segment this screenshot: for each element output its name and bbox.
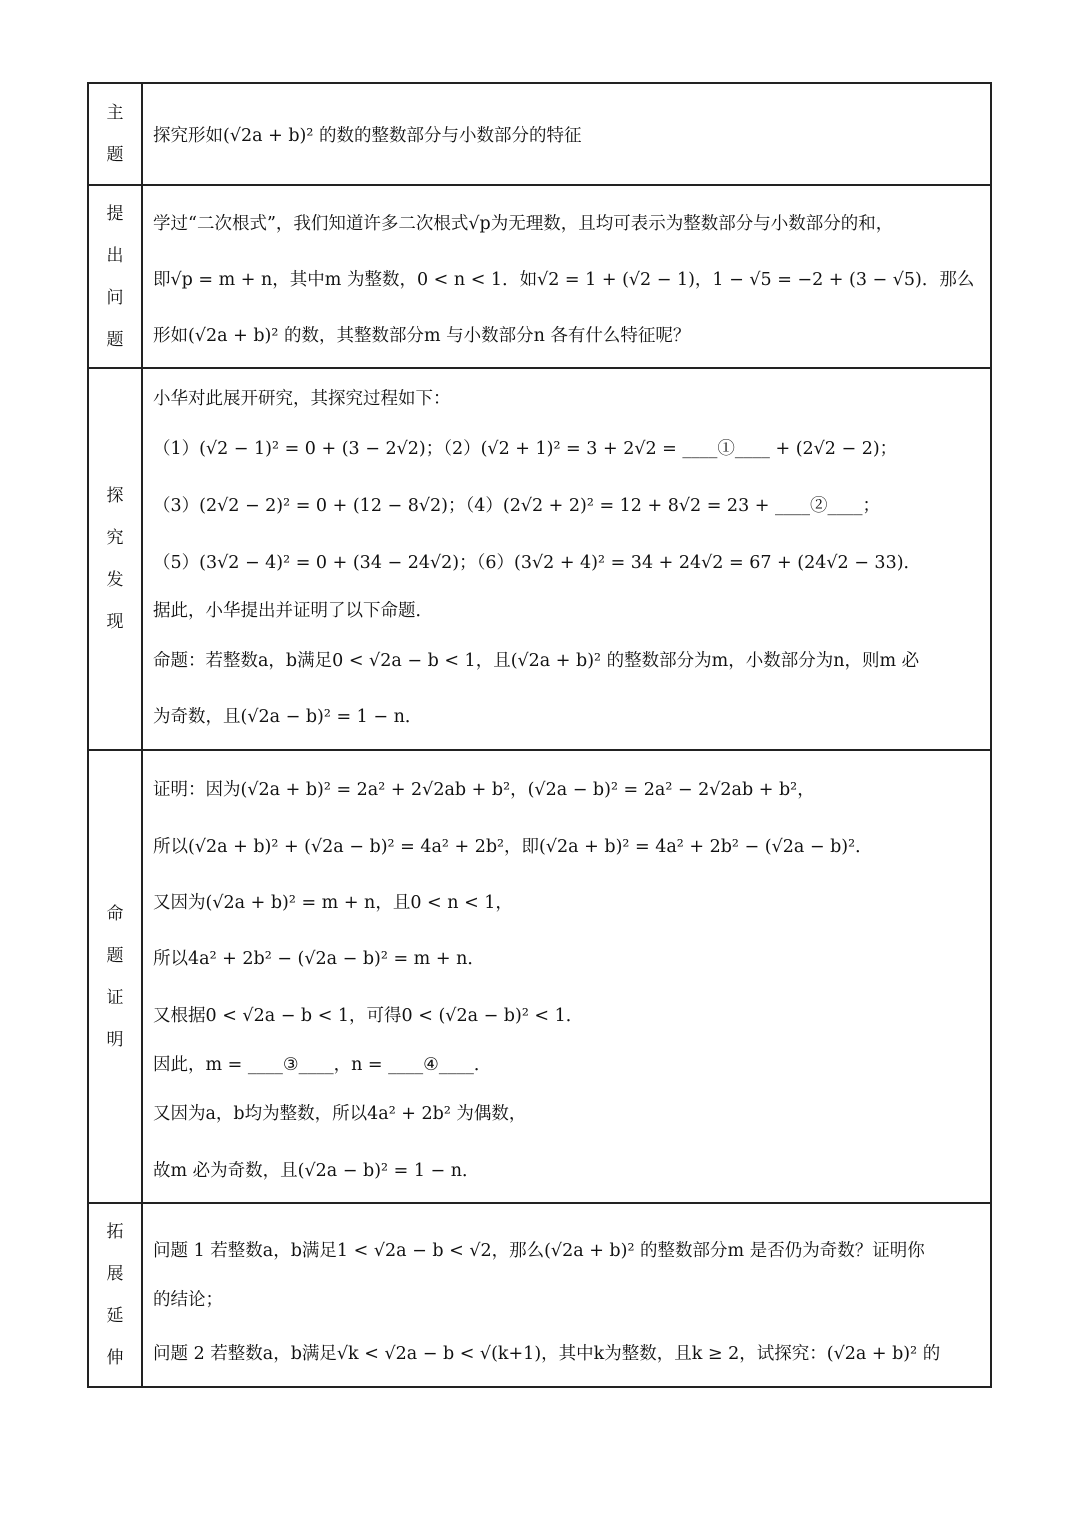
text-line: 为奇数，且(√2a − b)² = 1 − n．	[153, 706, 423, 727]
text-line: 故m 必为奇数，且(√2a − b)² = 1 − n．	[153, 1160, 480, 1181]
content-extension	[153, 1204, 980, 1386]
text-line: （1）(√2 − 1)² = 0 + (3 − 2√2)；（2）(√2 + 1)² = 3 + 2√2 = ____①____ + (2√2 − 2)；	[153, 438, 898, 459]
label-char: 题	[106, 945, 124, 966]
text-line: 因此，m = ____③____，n = ____④____．	[153, 1054, 492, 1075]
label-question	[89, 186, 143, 367]
text-line: （5）(3√2 − 4)² = 0 + (34 − 24√2)；（6）(3√2 + 4)² = 34 + 24√2 = 67 + (24√2 − 33)．	[153, 552, 922, 573]
content-exploration	[153, 369, 980, 749]
text-line: 又因为a，b均为整数，所以4a² + 2b² 为偶数，	[153, 1103, 527, 1124]
text-line: 所以(√2a + b)² + (√2a − b)² = 4a² + 2b²，即(√2a + b)² = 4a² + 2b² − (√2a − b)²．	[153, 836, 873, 857]
label-topic	[89, 84, 143, 184]
text-line: 学过“二次根式”，我们知道许多二次根式√p为无理数，且均可表示为整数部分与小数部分的和，	[153, 213, 894, 234]
text-line: 所以4a² + 2b² − (√2a − b)² = m + n．	[153, 948, 485, 969]
row-exploration	[89, 369, 990, 751]
label-char: 究	[106, 528, 124, 548]
text-line: 问题 2 若整数a，b满足√k < √2a − b < √(k+1)，其中k为整数，且k ≥ 2，试探究：(√2a + b)² 的	[153, 1343, 941, 1364]
label-char: 发	[106, 570, 124, 590]
content-question	[153, 186, 980, 367]
label-extension	[89, 1204, 143, 1386]
label-char: 出	[106, 245, 124, 266]
worksheet-table	[87, 82, 992, 1388]
text-line: （3）(2√2 − 2)² = 0 + (12 − 8√2)；（4）(2√2 + 2)² = 12 + 8√2 = 23 + ____②____；	[153, 495, 880, 516]
text-line: 即√p = m + n，其中m 为整数，0 < n < 1．如√2 = 1 + (√2 − 1)，1 − √5 = −2 + (3 − √5)．那么	[153, 269, 975, 290]
text-line: 形如(√2a + b)² 的数，其整数部分m 与小数部分n 各有什么特征呢？	[153, 325, 691, 346]
text-line: 问题 1 若整数a，b满足1 < √2a − b < √2，那么(√2a + b)² 的整数部分m 是否仍为奇数？证明你	[153, 1240, 925, 1261]
content-proof	[153, 751, 980, 1202]
text-line: 小华对此展开研究，其探究过程如下：	[153, 388, 451, 409]
text-line: 命题：若整数a，b满足0 < √2a − b < 1，且(√2a + b)² 的整数部分为m，小数部分为n，则m 必	[153, 650, 920, 671]
label-char: 明	[106, 1029, 124, 1050]
text-line: 的结论；	[153, 1289, 223, 1310]
row-extension	[89, 1204, 990, 1386]
row-proof	[89, 751, 990, 1204]
text-line: 探究形如(√2a + b)² 的数的整数部分与小数部分的特征	[153, 125, 582, 146]
label-char: 命	[106, 903, 124, 924]
content-topic	[153, 84, 980, 184]
label-char: 证	[106, 987, 124, 1008]
row-question	[89, 186, 990, 369]
label-char: 题	[106, 329, 124, 350]
label-proof	[89, 751, 143, 1202]
text-line: 据此，小华提出并证明了以下命题．	[153, 600, 433, 621]
label-char: 展	[106, 1264, 124, 1284]
label-char: 延	[106, 1306, 124, 1326]
label-char: 主	[106, 103, 124, 123]
label-exploration	[89, 369, 143, 749]
label-char: 拓	[106, 1222, 124, 1242]
label-char: 提	[106, 203, 124, 224]
label-char: 题	[106, 145, 124, 165]
label-char: 问	[106, 287, 124, 308]
label-char: 伸	[106, 1348, 124, 1368]
text-line: 又根据0 < √2a − b < 1，可得0 < (√2a − b)² < 1．	[153, 1005, 584, 1026]
text-line: 证明：因为(√2a + b)² = 2a² + 2√2ab + b²，(√2a − b)² = 2a² − 2√2ab + b²，	[153, 779, 815, 800]
row-topic	[89, 84, 990, 186]
text-line: 又因为(√2a + b)² = m + n，且0 < n < 1，	[153, 892, 513, 913]
label-char: 探	[106, 486, 124, 506]
label-char: 现	[106, 612, 124, 632]
